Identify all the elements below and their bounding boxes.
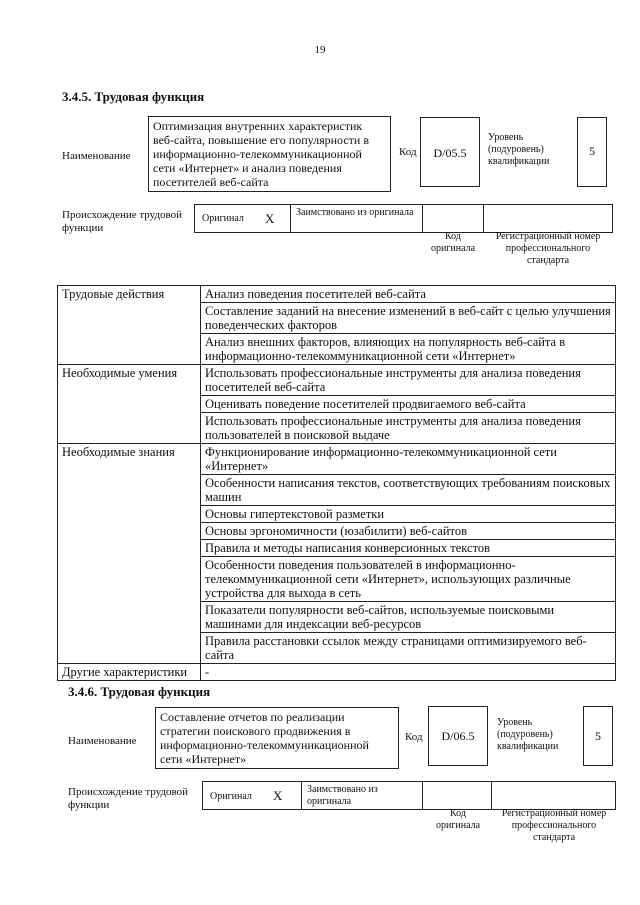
reg-number-box-346 (491, 781, 616, 810)
name-value-box-346 (155, 707, 399, 769)
name-value-346: Составление отчетов по реализации стратегии поискового продвижения в информационно-телекоммуникационной сети «Интернет» (160, 710, 369, 766)
code-value-346: D/06.5 (441, 729, 475, 743)
reg-number-box-345 (483, 204, 613, 233)
labor-function-table (57, 285, 616, 681)
code-original-box-345 (422, 204, 484, 233)
table-cell: Особенности написания текстов, соответствующих требованиям поисковых машин (201, 475, 616, 506)
category-other: Другие характеристики (58, 664, 201, 681)
origin-label-345: Происхождение трудовой функции (62, 209, 183, 234)
original-mark-345: X (265, 211, 275, 226)
code-box-345 (420, 117, 480, 187)
name-value-box-345 (148, 116, 391, 192)
table-cell: Использовать профессиональные инструменты для анализа поведения посетителей веб-сайта (201, 365, 616, 396)
level-label-346: Уровень (подуровень) квалификации (497, 717, 559, 752)
table-row (58, 286, 616, 303)
section-title-346: 3.4.6. Трудовая функция (68, 684, 211, 699)
table-cell: Показатели популярности веб-сайтов, используемые поисковыми машинами для индексации веб-ресурсов (201, 602, 616, 633)
name-label-346: Наименование (68, 735, 137, 747)
code-value-345: D/05.5 (433, 146, 467, 160)
table-cell: Анализ внешних факторов, влияющих на популярность веб-сайта в информационно-телекоммуникационной сети «Интернет» (201, 334, 616, 365)
table-cell: Основы эргономичности (юзабилити) веб-сайтов (201, 523, 616, 540)
original-label-346: Оригинал (210, 791, 252, 802)
original-label-345: Оригинал (202, 213, 244, 224)
category-skills: Необходимые умения (58, 365, 201, 444)
table-cell: Правила и методы написания конверсионных текстов (201, 540, 616, 557)
reg-number-caption-346: Регистрационный номер профессионального стандарта (501, 808, 607, 843)
table-cell: Оценивать поведение посетителей продвигаемого веб-сайта (201, 396, 616, 413)
code-label-346: Код (405, 731, 423, 743)
table-cell: Правила расстановки ссылок между страницами оптимизируемого веб-сайта (201, 633, 616, 664)
table-cell: Функционирование информационно-телекоммуникационной сети «Интернет» (201, 444, 616, 475)
code-box-346 (428, 706, 488, 766)
table-row (58, 444, 616, 475)
table-cell: - (201, 664, 616, 681)
table-row (58, 365, 616, 396)
category-knowledge: Необходимые знания (58, 444, 201, 664)
category-labor-actions: Трудовые действия (58, 286, 201, 365)
origin-box-346 (202, 781, 302, 810)
code-label-345: Код (399, 146, 417, 158)
borrowed-label-345: Заимствовано из оригинала (296, 207, 414, 218)
code-original-box-346 (422, 781, 492, 810)
table-cell: Использовать профессиональные инструменты для анализа поведения пользователей в поисковой выдаче (201, 413, 616, 444)
borrowed-label-346: Заимствовано из оригинала (307, 784, 378, 807)
borrowed-box-345 (290, 204, 423, 233)
level-label-345: Уровень (подуровень) квалификации (488, 132, 550, 167)
borrowed-box-346 (301, 781, 423, 810)
table-cell: Составление заданий на внесение изменений в веб-сайт с целью улучшения поведенческих факторов (201, 303, 616, 334)
code-original-caption-345: Код оригинала (430, 231, 476, 254)
table-cell: Анализ поведения посетителей веб-сайта (201, 286, 616, 303)
name-label-345: Наименование (62, 150, 131, 162)
origin-label-346: Происхождение трудовой функции (68, 786, 189, 811)
code-original-caption-346: Код оригинала (435, 808, 481, 831)
reg-number-caption-345: Регистрационный номер профессионального стандарта (495, 231, 601, 266)
original-mark-346: X (273, 788, 283, 803)
table-row (58, 664, 616, 681)
page-number: 19 (314, 44, 326, 56)
table-cell: Основы гипертекстовой разметки (201, 506, 616, 523)
table-cell: Особенности поведения пользователей в информационно-телекоммуникационной сети «Интернет», использующих различные устройства для выхода в сеть (201, 557, 616, 602)
level-box-345 (577, 117, 607, 187)
origin-box-345 (194, 204, 291, 233)
name-value-345: Оптимизация внутренних характеристик веб-сайта, повышение его популярности в информационно-телекоммуникационной сети «Интернет» и анализ поведения посетителей веб-сайта (153, 119, 369, 189)
level-value-346: 5 (595, 729, 601, 743)
level-box-346 (583, 706, 613, 766)
section-title-345: 3.4.5. Трудовая функция (62, 89, 205, 104)
level-value-345: 5 (589, 144, 595, 158)
